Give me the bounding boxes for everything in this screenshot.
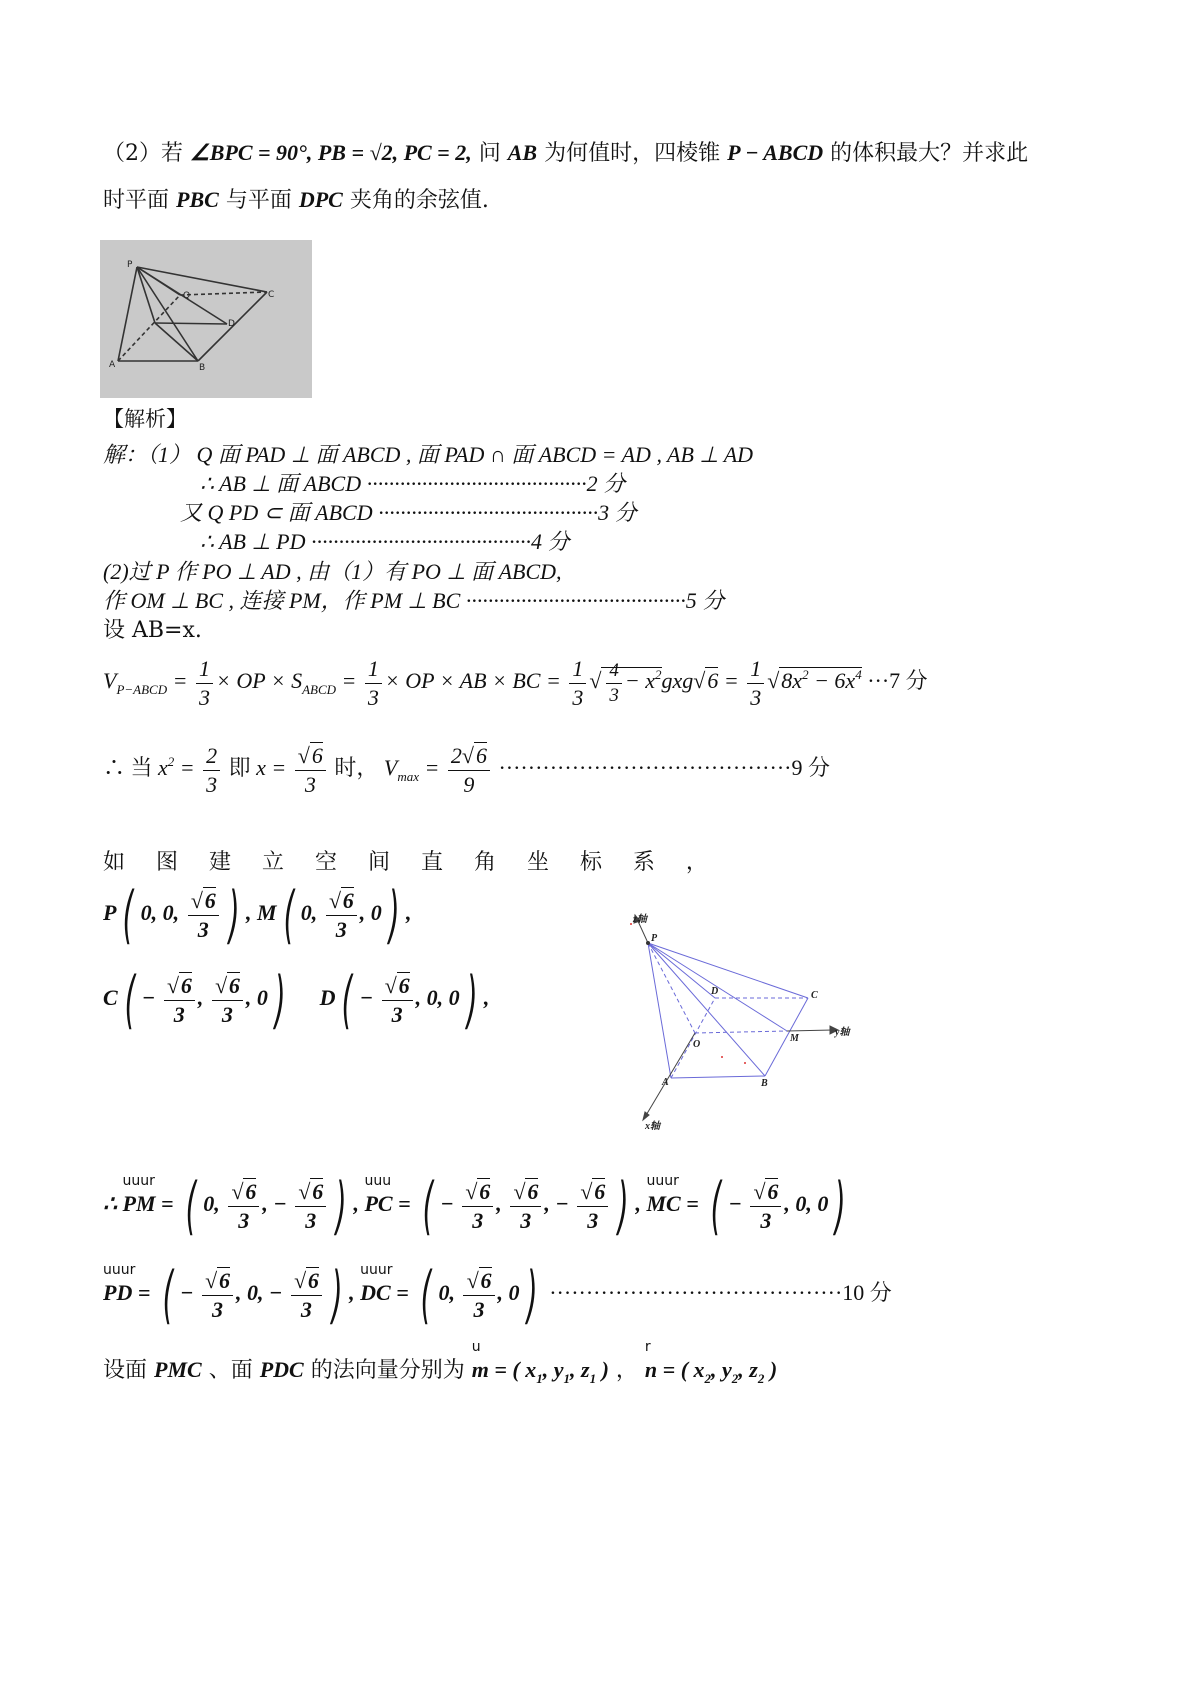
normal-vectors-line: 设面 PMC 、面 PDC 的法向量分别为 m u = ( $x_1$, $y_1$, $z_1$ ) ， n r = ( $x_2$, $y_2$, $z_2$ ) [103,1339,778,1386]
points-c-d: C ( − $\frac{√6}{3}$ , $\frac{√6}{3}$ , 0 ) D ( − $\frac{√6}{3}$ , 0, 0 ) , [103,963,490,1036]
problem-text: 夹角的余弦值. [349,188,489,213]
problem-math: P − ABCD [727,140,824,165]
label-a: A [662,1077,669,1088]
label-p: P [651,933,658,944]
vectors-pd-dc: PD uuur = ( − $\frac{√6}{3}$ , 0, − $\frac{√6}{3}$ ) , DC uuur = ( 0, $\frac{√6}{3}$ , 0 ) ········································10 分 [103,1258,892,1331]
math: PMC [154,1357,202,1382]
text: 时， [334,755,379,781]
problem-text: 问 [478,141,501,166]
points-p-m: P ( 0, 0, $\frac{√6}{3}$ ) , M ( 0, $\frac{√6}{3}$ , 0 ) , [103,878,412,951]
original-figure-scan [100,240,312,398]
label-o: O [693,1039,701,1050]
math: PDC [259,1357,304,1382]
problem-condition: ∠BPC = 90°, PB = √2, PC = 2, [190,140,472,165]
coordinate-intro: 如 图 建 立 空 间 直 角 坐 标 系 ， [103,850,720,875]
text: 设面 [103,1358,148,1383]
problem-math: DPC [298,187,343,212]
svg-text:Q: Q [183,291,191,301]
problem-line-2 [103,183,489,214]
problem-text: 的体积最大？并求此 [830,141,1029,166]
coordinate-figure [615,905,875,1135]
part2-line-3: 设 AB=x. [103,618,202,643]
label-c: C [811,990,818,1001]
svg-text:B: B [199,363,206,373]
text: ∴ 当 [103,755,153,781]
part1-line-2: ∴ AB ⊥ 面 ABCD ········································2 分 [200,471,626,496]
part1-line-1: 解：（1） Q 面 PAD ⊥ 面 ABCD , 面 PAD ∩ 面 ABCD = AD , AB ⊥ AD [103,442,754,467]
vectors-pm-pc-mc: ∴ PM uuur = ( 0, $\frac{√6}{3}$ , − $\frac{√6}{3}$ ) , PC uuu = ( − $\frac{√6}{3}$ , $\frac{√6}{3}$ , − $\frac{√6}{3}$ ) , MC uuur = ( − $\frac{√6}{3}$ , 0, 0 ) [103,1169,846,1242]
problem-math: PBC [176,187,219,212]
max-volume-line: ∴ 当 $x^2$ = $\frac{2}{3}$ 即 x = $\frac{√6}{3}$ 时， $V_{max}$ = $\frac{2√6}{9}$ ········································9 分 [103,743,830,797]
label-m: M [790,1033,799,1044]
volume-formula: $V_{P-ABCD}$ = $\frac{1}{3}$ × OP × $S_{ABCD}$ = $\frac{1}{3}$ × OP × AB × BC = $\frac{1}{3}$ √ $\frac{4}{3}$ − $x^2gxg√6$ = $\frac{1}{3}$ $√8x^2 - 6x^4 \cdot\cdot\cdot 7$ 分 [103,656,928,710]
svg-text:D: D [228,319,235,329]
problem-text: （2）若 [103,141,183,166]
label-d: D [711,986,719,997]
part1-line-4: ∴ AB ⊥ PD ········································4 分 [200,529,570,554]
svg-text:P: P [127,260,133,270]
problem-text: 与平面 [225,188,292,213]
score-label: ···7 分 [867,668,928,694]
part1-line-3: 又 Q PD ⊂ 面 ABCD ········································3 分 [180,500,637,525]
problem-text: 时平面 [103,188,170,213]
label-y-axis: y轴 [835,1027,850,1038]
text: 的法向量分别为 [310,1358,465,1383]
score-label: ········································10 分 [549,1280,892,1306]
label-b: B [761,1078,768,1089]
problem-math: AB [507,140,538,165]
text: 、面 [208,1358,253,1383]
part2-line-1: (2)过 P 作 PO ⊥ AD , 由（1）有 PO ⊥ 面 ABCD, [103,559,562,584]
score-label: ········································9 分 [498,755,830,781]
svg-text:A: A [109,360,116,370]
label-x-axis: x轴 [645,1121,660,1132]
part2-line-2: 作 OM ⊥ BC , 连接 PM，作 PM ⊥ BC ········································5 分 [103,588,725,613]
svg-text:C: C [268,290,275,300]
problem-line-1 [103,136,1028,167]
text: 即 [228,755,251,781]
section-title: 【解析】 [103,407,187,431]
text: ， [615,1358,638,1383]
label-z-axis: z轴 [633,914,647,925]
problem-text: 为何值时，四棱锥 [544,141,721,166]
